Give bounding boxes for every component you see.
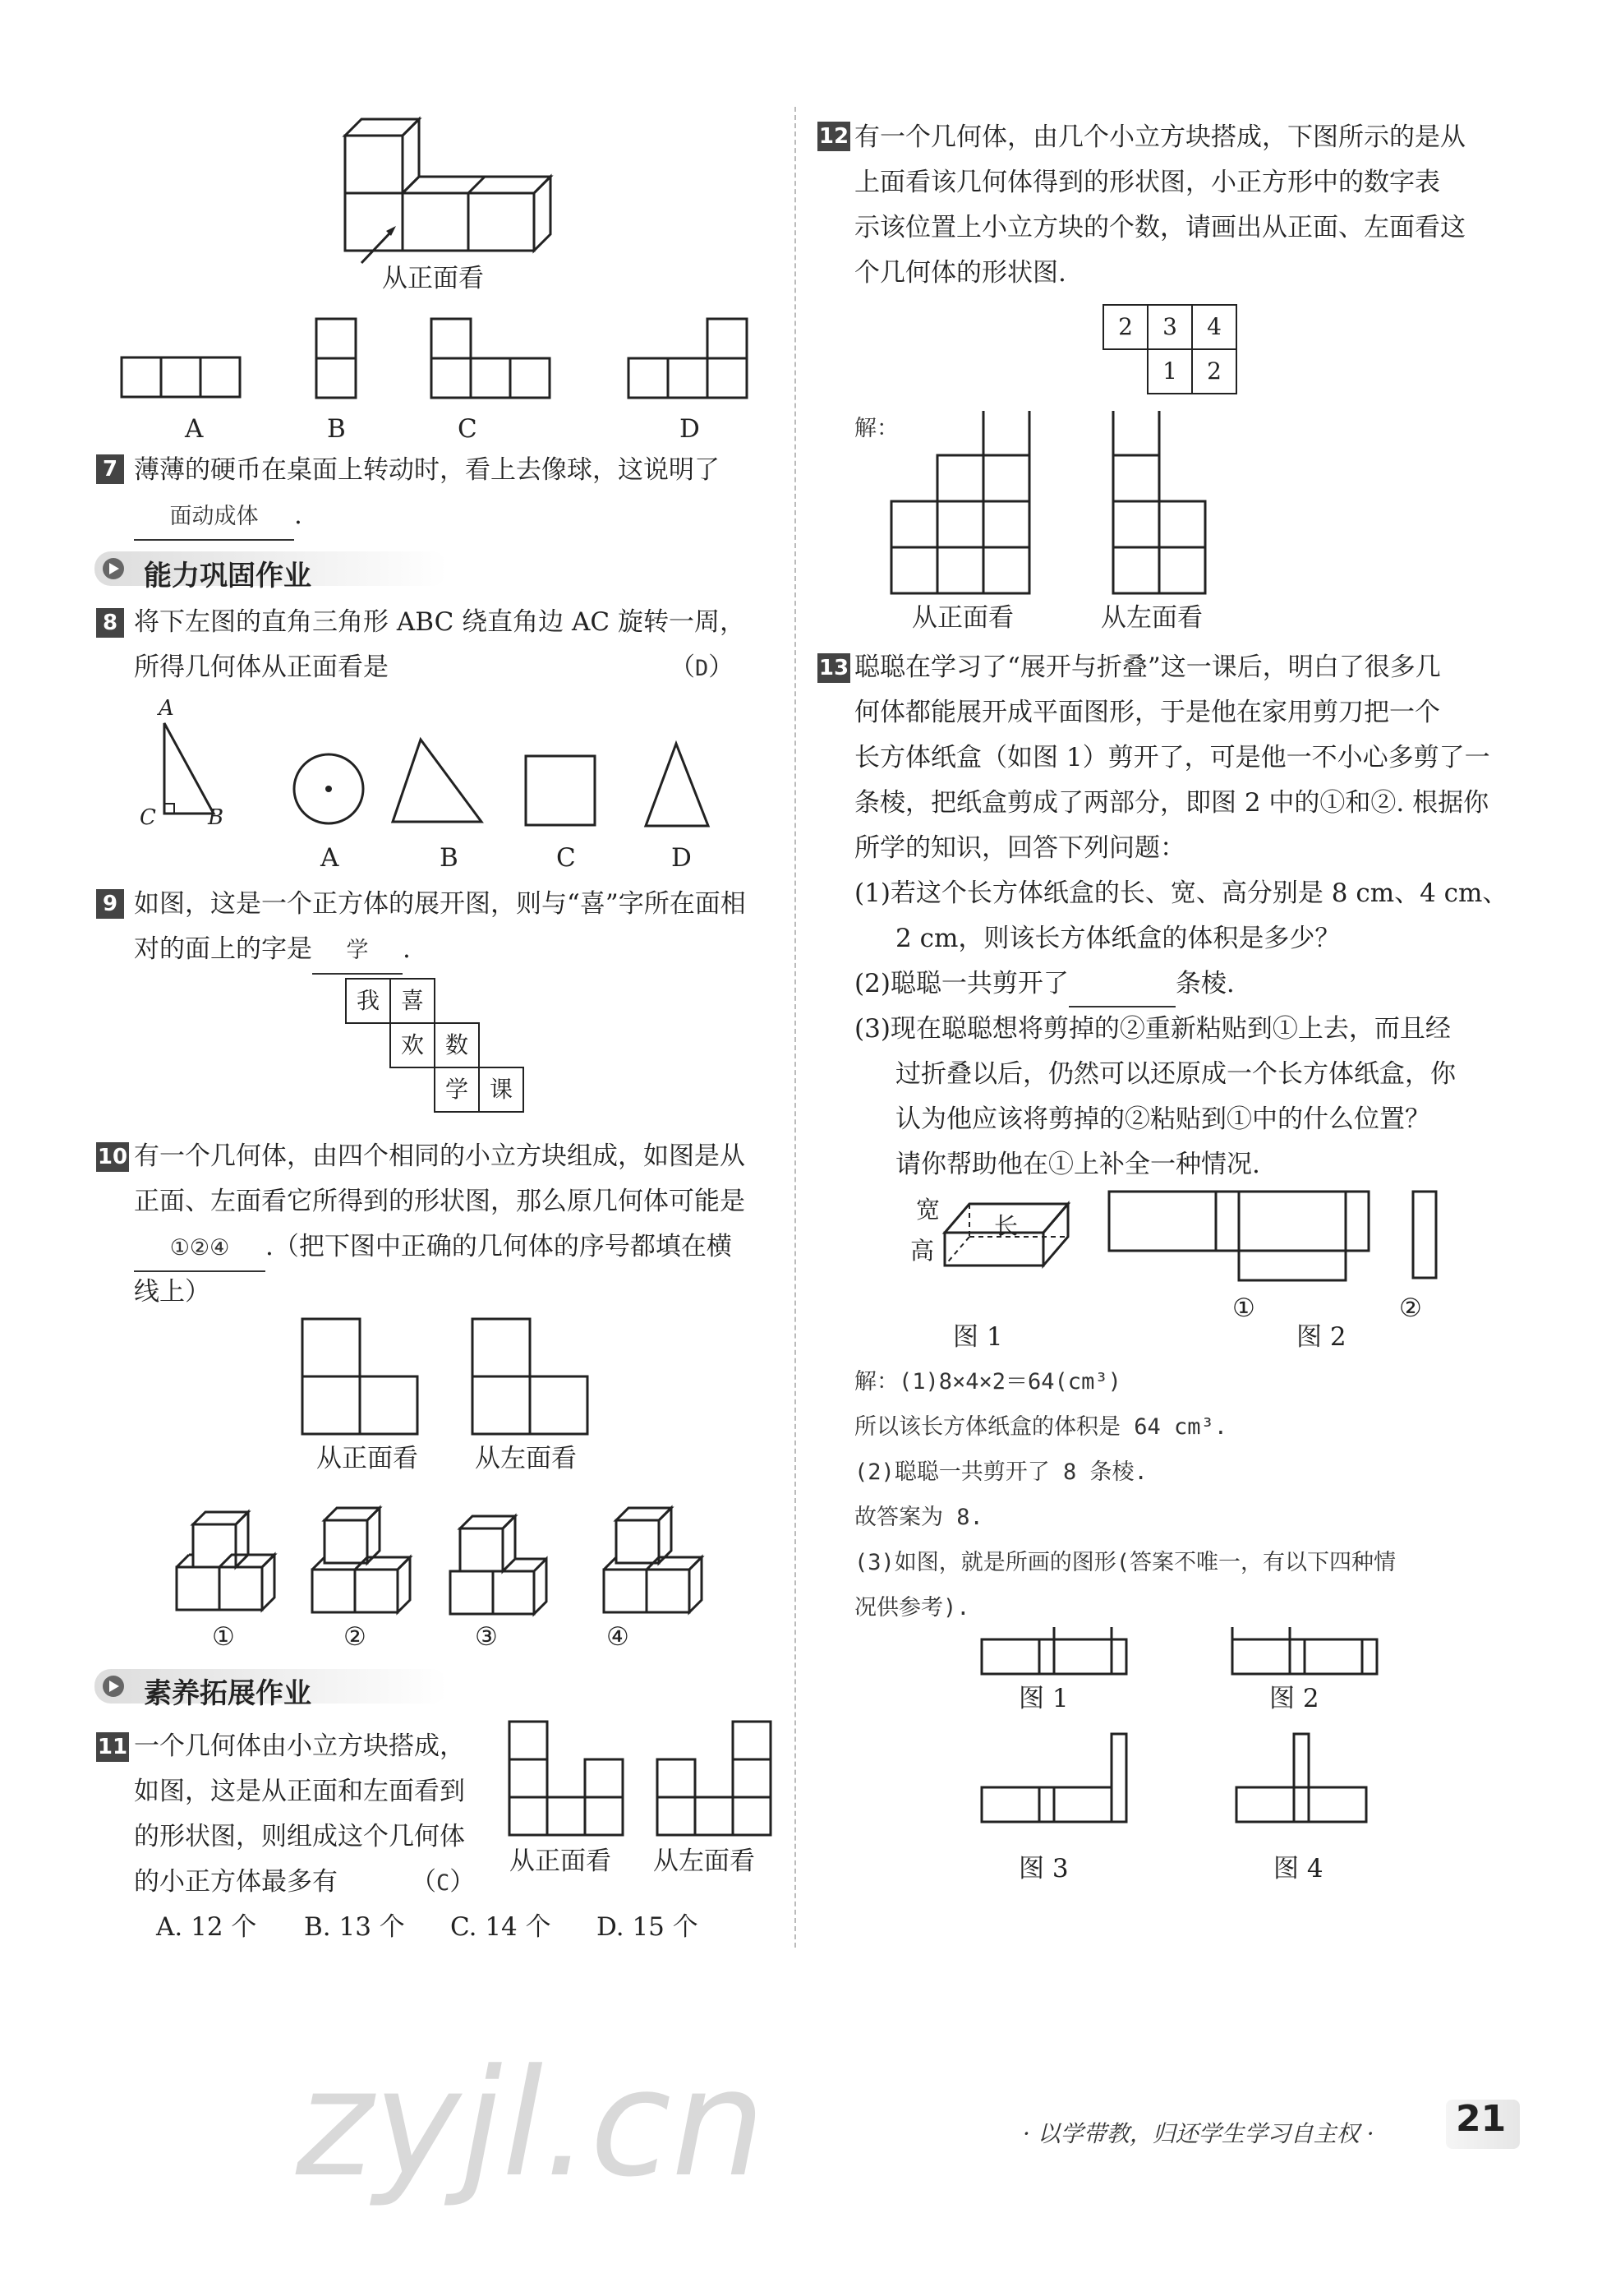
q13-text-line2: 何体都能展开成平面图形，于是他在家用剪刀把一个 (854, 698, 1440, 727)
q13-solution-line4: 故答案为 8. (854, 1505, 983, 1530)
q12-text-line3: 示该位置上小立方块的个数，请画出从正面、左面看这 (854, 213, 1466, 242)
q13-solution-line1: 解：(1)8×4×2＝64(cm³) (854, 1369, 1121, 1395)
net-cell: 数 (434, 1022, 480, 1068)
q7-answer: 面动成体 (134, 495, 294, 541)
q13-part1-line1: (1)若这个长方体纸盒的长、宽、高分别是 8 cm、4 cm、 (854, 878, 1508, 908)
q7-answer-line: 面动成体 . (134, 493, 302, 541)
q9-answer: 学 (312, 929, 403, 975)
net-cell: 学 (434, 1067, 480, 1113)
q11-answer: C (436, 1870, 450, 1896)
section-expand-title: 素养拓展作业 (144, 1677, 311, 1710)
grid-cell: 3 (1147, 304, 1193, 350)
q11-text-line2: 如图，这是从正面和左面看到 (134, 1777, 465, 1806)
q8-figures (131, 698, 789, 846)
q10-views-figure (296, 1315, 608, 1438)
q13-ans-fig2: 图 2 (1269, 1684, 1319, 1713)
q11-text-line4: 的小正方体最多有 (134, 1867, 338, 1897)
section-expand-header (94, 1664, 456, 1713)
grid-cell: 4 (1191, 304, 1237, 350)
q13-text-line1: 聪聪在学习了“展开与折叠”这一课后，明白了很多几 (854, 652, 1441, 682)
arrow-icon (101, 1674, 126, 1699)
q8-label-a: A (159, 696, 174, 721)
q8-answer: D (695, 656, 709, 681)
q12-top-grid (1103, 304, 1242, 396)
q13-part3-line1: (3)现在聪聪想将剪掉的②重新粘贴到①上去，而且经 (854, 1014, 1451, 1044)
q13-part2-blank (1069, 961, 1176, 1007)
q13-ans-fig4: 图 4 (1273, 1854, 1323, 1883)
q11-choice-d: D. 15 个 (596, 1912, 698, 1942)
q13-text-line5: 所学的知识，回答下列问题： (854, 833, 1185, 863)
q8-option-d: D (671, 843, 692, 873)
q13-solution-line3: (2)聪聪一共剪开了 8 条棱. (854, 1459, 1148, 1485)
q10-option-2: ② (343, 1622, 366, 1652)
net-cell: 欢 (389, 1022, 435, 1068)
q12-front-label: 从正面看 (912, 603, 1014, 633)
q10-text-line1: 有一个几何体，由四个相同的小立方块组成，如图是从 (134, 1141, 745, 1171)
q13-fig1-caption: 图 1 (953, 1322, 1003, 1352)
q8-label-c: C (140, 805, 156, 830)
q7-text: 薄薄的硬币在桌面上转动时，看上去像球，这说明了 (134, 455, 720, 485)
q9-text-line1: 如图，这是一个正方体的展开图，则与“喜”字所在面相 (134, 889, 746, 919)
q10-option-3: ③ (475, 1622, 498, 1652)
q13-solution-line6: 况供参考). (854, 1595, 970, 1621)
q11-text-line3: 的形状图，则组成这个几何体 (134, 1822, 465, 1851)
q13-part2: (2)聪聪一共剪开了 条棱. (854, 961, 1235, 1007)
q6-option-b: B (327, 414, 346, 444)
q13-part-2-label: ② (1399, 1293, 1422, 1323)
q13-solution-line2: 所以该长方体纸盒的体积是 64 cm³. (854, 1414, 1228, 1440)
q11-front-label: 从正面看 (509, 1846, 611, 1876)
q12-solution-label: 解： (854, 416, 899, 441)
q10-number: 10 (96, 1142, 129, 1172)
arrow-icon (101, 556, 126, 581)
q10-text-line3: ①②④ .（把下图中正确的几何体的序号都填在横 (134, 1224, 732, 1272)
q9-net-figure (345, 978, 526, 1126)
q10-text-line2: 正面、左面看它所得到的形状图，那么原几何体可能是 (134, 1187, 745, 1216)
q13-part3-line3: 认为他应该将剪掉的②粘贴到①中的什么位置？ (895, 1104, 1430, 1134)
watermark: zyjl.cn (296, 2038, 766, 2210)
net-cell: 课 (478, 1067, 524, 1113)
q11-views-figure (505, 1717, 776, 1841)
q8-number: 8 (96, 608, 124, 638)
q13-fig2-caption: 图 2 (1296, 1322, 1347, 1352)
q11-number: 11 (96, 1732, 129, 1762)
q10-solids-figure (168, 1491, 711, 1623)
q9-text-line2: 对的面上的字是 学 . (134, 927, 411, 975)
q10-left-label: 从左面看 (475, 1444, 577, 1473)
q13-box-height-label: 高 (910, 1237, 935, 1265)
q6-caption: 从正面看 (382, 264, 484, 293)
q11-choice-b: B. 13 个 (304, 1912, 405, 1942)
q13-number: 13 (817, 653, 850, 683)
q13-ans-fig1: 图 1 (1019, 1684, 1069, 1713)
q13-part-1-label: ① (1232, 1293, 1255, 1323)
q11-left-label: 从左面看 (653, 1846, 755, 1876)
q13-ans-fig3: 图 3 (1019, 1854, 1069, 1883)
net-cell: 喜 (389, 978, 435, 1024)
grid-cell: 2 (1191, 348, 1237, 394)
q8-label-b: B (208, 805, 224, 830)
q11-choice-c: C. 14 个 (450, 1912, 551, 1942)
q13-answer-figures (978, 1627, 1388, 1841)
q13-box-width-label: 宽 (916, 1196, 941, 1224)
column-divider (794, 107, 796, 1948)
q12-text-line4: 个几何体的形状图. (854, 258, 1066, 288)
q13-part1-line2: 2 cm，则该长方体纸盒的体积是多少？ (895, 924, 1341, 953)
q12-number: 12 (817, 122, 850, 151)
q8-option-a: A (320, 843, 339, 873)
q13-part3-line2: 过折叠以后，仍然可以还原成一个长方体纸盒，你 (895, 1059, 1456, 1089)
q13-text-line3: 长方体纸盒（如图 1）剪开了，可是他一不小心多剪了一 (854, 743, 1490, 772)
q12-text-line2: 上面看该几何体得到的形状图，小正方形中的数字表 (854, 168, 1440, 197)
q13-part3-line4: 请你帮助他在①上补全一种情况. (895, 1150, 1260, 1179)
q6-options-figures (119, 316, 760, 407)
section-ability-header (94, 546, 456, 596)
q10-option-4: ④ (606, 1622, 629, 1652)
q12-left-label: 从左面看 (1101, 603, 1203, 633)
q13-solution-line5: (3)如图，就是所画的图形(答案不唯一，有以下四种情 (854, 1550, 1397, 1575)
q8-option-b: B (440, 843, 458, 873)
q7-number: 7 (96, 454, 124, 484)
q13-box-length-label: 长 (994, 1212, 1019, 1240)
grid-cell: 2 (1103, 304, 1149, 350)
q9-number: 9 (96, 889, 124, 919)
q10-option-1: ① (212, 1622, 235, 1652)
q10-front-label: 从正面看 (316, 1444, 418, 1473)
footer-slogan: · 以学带教，归还学生学习自主权 · (1023, 2120, 1374, 2147)
q11-text-line1: 一个几何体由小立方块搭成， (134, 1731, 465, 1761)
q6-option-d: D (679, 414, 700, 444)
q6-option-c: C (458, 414, 477, 444)
q8-text-line2: 所得几何体从正面看是 (134, 652, 389, 682)
q13-text-line4: 条棱，把纸盒剪成了两部分，即图 2 中的①和②. 根据你 (854, 788, 1489, 818)
q11-choice-a: A. 12 个 (156, 1912, 257, 1942)
section-ability-title: 能力巩固作业 (144, 560, 311, 592)
q8-answer-bracket: （D） (670, 652, 734, 682)
q8-text-line1: 将下左图的直角三角形 ABC 绕直角边 AC 旋转一周， (134, 607, 745, 637)
grid-cell: 1 (1147, 348, 1193, 394)
q13-net-figure (1105, 1187, 1442, 1294)
q10-answer: ①②④ (134, 1226, 265, 1272)
q8-option-c: C (556, 843, 576, 873)
q12-text-line1: 有一个几何体，由几个小立方块搭成，下图所示的是从 (854, 122, 1466, 152)
net-cell: 我 (345, 978, 391, 1024)
q12-solution-figure (887, 411, 1216, 600)
page-number: 21 (1456, 2098, 1507, 2140)
q10-text-line4: 线上） (134, 1277, 210, 1307)
q11-answer-bracket: （C） (411, 1867, 476, 1897)
q6-option-a: A (185, 414, 204, 444)
